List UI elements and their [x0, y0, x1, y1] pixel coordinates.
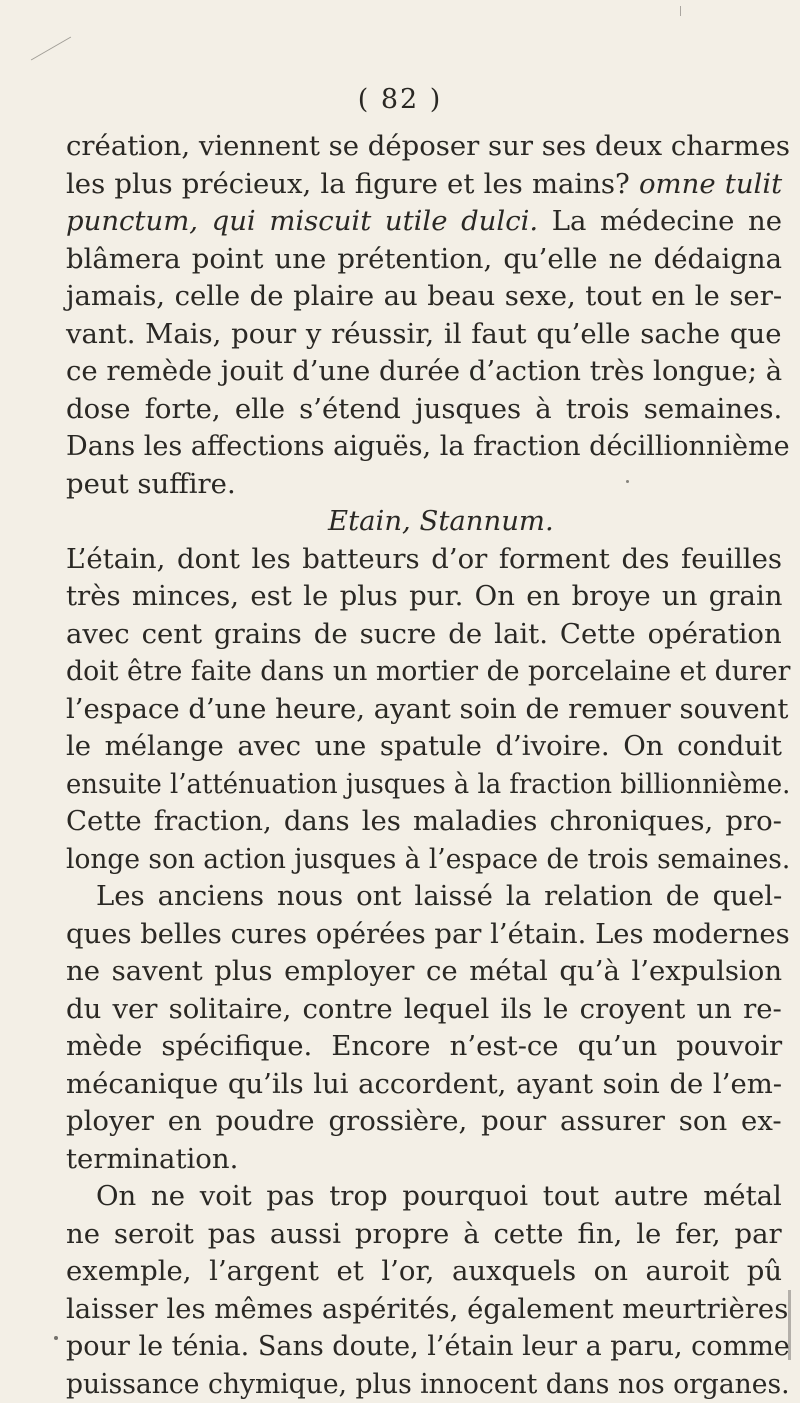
text-line	[66, 1028, 782, 1065]
text-segment: Dans les affections aiguës, la fraction décillionnième	[66, 430, 790, 462]
text-line	[66, 241, 782, 278]
text-line	[66, 166, 782, 203]
text-segment: ensuite l’atténuation jusques à la fraction billionnième.	[66, 767, 791, 800]
text-line	[66, 578, 782, 615]
text-segment: exemple, l’argent et l’or, auxquels on auroit pû	[66, 1255, 783, 1287]
text-segment: du ver solitaire, contre lequel ils le croyent un re-	[66, 992, 782, 1025]
text-segment: peut suffire.	[66, 467, 236, 500]
text-line	[66, 541, 782, 578]
text-line	[66, 766, 790, 803]
text-segment: l’espace d’une heure, ayant soin de remuer souvent	[66, 692, 789, 725]
italic-text: omne tulit	[638, 167, 783, 200]
text-line	[66, 1216, 782, 1253]
text-segment: ployer en poudre grossière, pour assurer son ex-	[66, 1105, 782, 1137]
text-segment: ne savent plus employer ce métal qu’à l’expulsion	[66, 955, 783, 987]
text-segment: les plus précieux, la figure et les mains?	[66, 167, 639, 200]
text-segment: ne seroit pas aussi propre à cette fin, le fer, par	[66, 1217, 782, 1250]
pencil-tick-mark	[680, 6, 681, 16]
text-segment: le mélange avec une spatule d’ivoire. On conduit	[66, 730, 782, 762]
text-segment: La médecine ne	[538, 205, 782, 237]
text-line	[66, 1066, 782, 1103]
text-line	[66, 916, 790, 953]
text-segment: très minces, est le plus pur. On en broye un grain	[66, 580, 783, 612]
text-line	[66, 653, 790, 690]
text-segment: mécanique qu’ils lui accordent, ayant soin de l’em-	[66, 1067, 783, 1100]
pencil-stroke-mark	[31, 37, 71, 61]
text-line	[66, 803, 782, 840]
text-segment: termination.	[66, 1142, 239, 1175]
text-line	[66, 953, 782, 990]
text-line	[66, 1328, 790, 1365]
text-segment: doit être faite dans un mortier de porcelaine et durer	[66, 655, 791, 687]
text-line	[66, 316, 782, 353]
text-line	[66, 1103, 782, 1140]
text-segment: puissance chymique, plus innocent dans nos organes.	[66, 1367, 790, 1400]
text-line	[66, 1253, 782, 1290]
ink-speck-mark	[626, 480, 629, 483]
text-line	[66, 428, 790, 465]
text-segment: Les anciens nous ont laissé la relation de quel-	[96, 880, 783, 912]
text-segment: ce remède jouit d’une durée d’action très longue; à	[66, 355, 783, 387]
text-line	[66, 1291, 788, 1328]
text-line	[66, 728, 782, 765]
italic-text: punctum, qui miscuit utile dulci.	[66, 205, 539, 237]
text-line	[96, 1178, 782, 1215]
text-segment: ques belles cures opérées par l’étain. Les modernes	[66, 917, 790, 950]
text-segment: Cette fraction, dans les maladies chroniques, pro-	[66, 805, 782, 837]
ink-speck-mark	[54, 1336, 58, 1340]
text-segment: avec cent grains de sucre de lait. Cette opération	[66, 617, 782, 650]
text-segment: On ne voit pas trop pourquoi tout autre métal	[96, 1180, 782, 1212]
text-line	[96, 878, 782, 915]
text-line	[66, 1141, 238, 1178]
text-line	[66, 353, 782, 390]
text-segment: pour le ténia. Sans doute, l’étain leur a paru, comme	[66, 1330, 790, 1362]
text-line	[66, 691, 788, 728]
text-segment: laisser les mêmes aspérités, également meurtrières	[66, 1292, 789, 1325]
section-heading	[328, 503, 554, 540]
text-segment: longe son action jusques à l’espace de trois semaines.	[66, 842, 791, 875]
text-line	[66, 203, 782, 240]
text-segment: vant. Mais, pour y réussir, il faut qu’elle sache que	[66, 317, 782, 350]
page-number: ( 82 )	[357, 84, 443, 115]
text-line	[66, 1366, 790, 1403]
italic-text: Etain, Stannum.	[328, 505, 554, 537]
text-line	[66, 128, 790, 165]
text-segment: dose forte, elle s’étend jusques à trois semaines.	[66, 392, 783, 425]
text-segment: mède spécifique. Encore n’est-ce qu’un pouvoir	[66, 1030, 783, 1062]
text-segment: L’étain, dont les batteurs d’or forment des feuilles	[66, 542, 782, 575]
text-line	[66, 466, 236, 503]
text-line	[66, 991, 782, 1028]
text-line	[66, 278, 782, 315]
text-segment: jamais, celle de plaire au beau sexe, tout en le ser-	[66, 280, 783, 312]
text-segment: blâmera point une prétention, qu’elle ne dédaigna	[66, 242, 783, 275]
text-line	[66, 616, 782, 653]
text-line	[66, 841, 790, 878]
text-segment: création, viennent se déposer sur ses deux charmes	[66, 130, 790, 162]
text-line	[66, 391, 782, 428]
